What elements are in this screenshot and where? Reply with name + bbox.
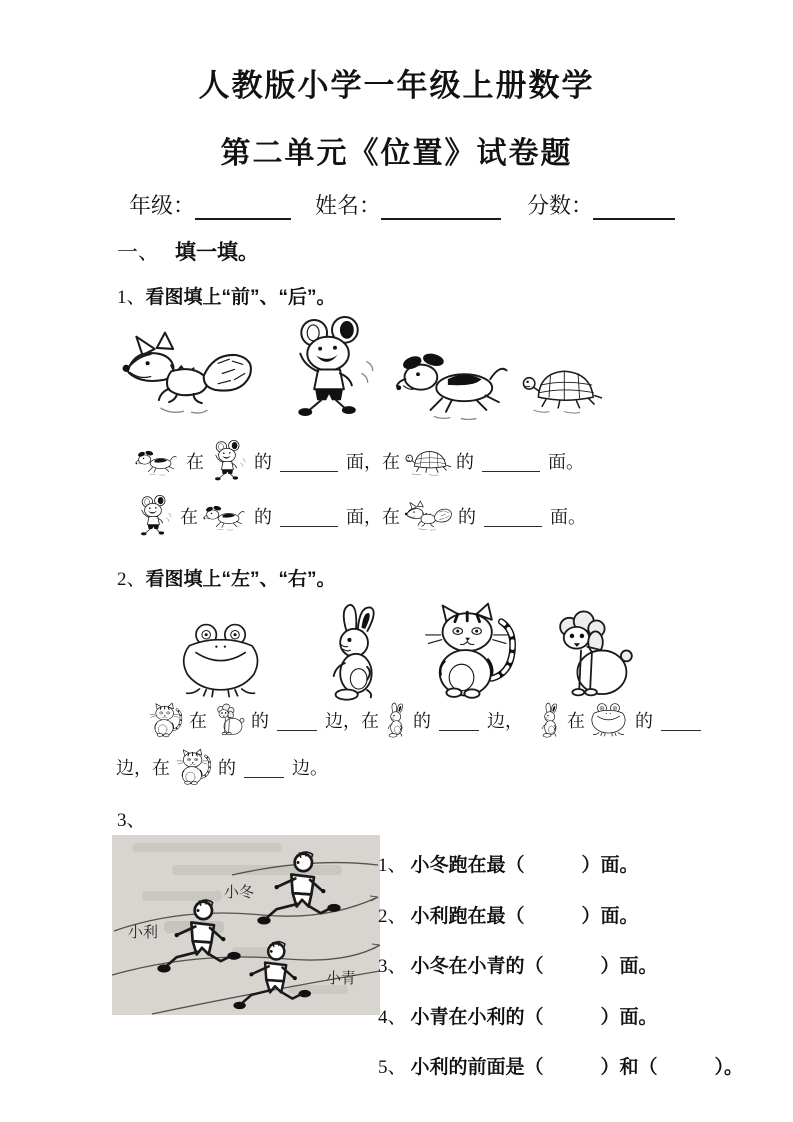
grade-label: 年级： [129,193,196,218]
dog-icon [134,441,182,481]
q1-s2-de1: 的 [254,507,272,527]
q2-l1-de1: 的 [251,711,269,731]
dog-icon [211,703,247,737]
name-blank [381,192,501,220]
mouse-illustration [298,317,372,416]
q3-photo-running-kids [112,835,380,1015]
q2-l1-bian2: 边， [487,711,523,731]
q3-item-4-text: 小青在小利的（ ）面。 [410,1006,658,1028]
fill-blank [277,710,317,731]
fox-illustration [123,333,251,413]
dog-icon [202,496,250,536]
turtle-illustration [523,371,601,413]
q3-item-5 [378,1052,743,1079]
fill-blank [439,710,479,731]
q1-s2-mian1: 面，在 [346,507,400,527]
q1-s2-mian2: 面。 [550,507,586,527]
fill-blank [280,506,338,527]
question-1-text: 看图填上“前”、“后”。 [145,287,336,308]
question-2-heading [117,564,336,591]
mouse-icon [208,440,250,482]
section-1-title: 填一填。 [175,241,259,264]
q2-l1-bian1: 边，在 [325,711,379,731]
page-subtitle: 第二单元《位置》试卷题 [220,137,573,170]
fill-blank [661,710,701,731]
q3-item-3-number: 3、 [378,956,407,977]
q1-s1-mian1: 面，在 [346,452,400,472]
q1-scene-running-animals [120,316,602,436]
q3-item-5-text: 小利的前面是（ ）和（ ）。 [410,1057,744,1078]
cat-icon [174,748,214,786]
rabbit-icon [537,701,563,739]
question-3-heading [117,805,146,832]
q1-s1-mian2: 面。 [548,452,584,472]
question-3-number: 3、 [117,810,146,831]
cat-icon [147,702,185,738]
score-blank [593,192,675,220]
q3-item-4-number: 4、 [378,1006,407,1028]
rabbit-icon [383,701,409,739]
frog-illustration [184,625,258,697]
name-label: 姓名： [315,193,382,218]
q3-question-list [378,850,743,1103]
q2-l2-de1: 的 [218,758,236,778]
q2-l2-bian2: 边。 [292,758,328,778]
fill-blank [244,757,284,778]
q3-item-1-number: 1、 [378,855,407,876]
label-xiaodong: 小冬 [224,884,255,901]
question-2-text: 看图填上“左”、“右”。 [145,569,336,590]
q2-sentence-line-1 [147,701,705,739]
label-xiaoli: 小利 [128,924,159,941]
poodle-illustration [560,611,632,695]
q2-sentence-line-2 [112,748,332,786]
grade-blank [195,192,291,220]
turtle-icon [404,444,452,478]
q1-s1-de2: 的 [456,452,474,472]
q3-item-2 [378,901,743,928]
q3-item-3 [378,951,743,978]
q2-l1-zai2: 在 [567,711,585,731]
q2-l1-de3: 的 [635,711,653,731]
q2-l2-bian1: 边，在 [116,758,170,778]
fox-icon [404,497,454,535]
q3-item-1 [378,850,743,877]
section-1-heading [117,236,259,266]
fill-blank [484,506,542,527]
dog-illustration [396,352,506,420]
label-xiaoqing: 小青 [326,970,357,987]
q2-l1-de2: 的 [413,711,431,731]
q3-item-1-text: 小冬跑在最（ ）面。 [410,855,639,876]
question-2-number: 2、 [117,569,146,590]
score-label: 分数： [527,193,594,218]
q3-item-4 [378,1002,743,1029]
q1-sentence-1 [134,440,588,482]
q1-s2-zai: 在 [180,507,198,527]
q1-s1-zai: 在 [186,452,204,472]
q1-s2-de2: 的 [458,507,476,527]
q3-item-5-number: 5、 [378,1057,407,1078]
mouse-icon [134,495,176,537]
q2-scene-sitting-animals [166,602,644,702]
q3-item-2-text: 小利跑在最（ ）面。 [410,905,639,927]
fill-blank [280,451,338,472]
frog-icon [589,702,631,738]
question-1-number: 1、 [117,287,146,308]
q3-item-2-number: 2、 [378,905,407,927]
q2-l1-zai1: 在 [189,711,207,731]
rabbit-illustration [334,605,374,700]
q1-sentence-2 [134,495,590,537]
page-title: 人教版小学一年级上册数学 [198,68,595,103]
fill-blank [482,451,540,472]
cat-illustration [426,604,513,698]
student-info-row [129,189,675,220]
question-1-heading [117,282,336,309]
q1-s1-de1: 的 [254,452,272,472]
section-1-number: 一、 [117,240,159,264]
q3-item-3-text: 小冬在小青的（ ）面。 [410,956,658,977]
